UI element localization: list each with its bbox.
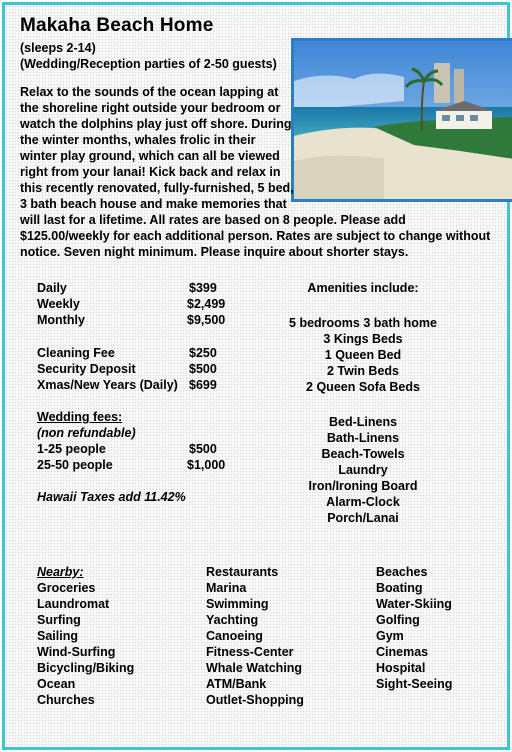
- rate-value: $399: [189, 281, 217, 295]
- description-line: 3 bath beach house and make memories that: [20, 197, 287, 211]
- nearby-item: Hospital: [376, 661, 426, 675]
- sleeps-note: (sleeps 2-14): [20, 41, 96, 55]
- amenity-item: Laundry: [338, 463, 388, 477]
- fee-value: $250: [189, 346, 217, 360]
- description-line: this recently renovated, fully-furnished, 5 bed,: [20, 181, 294, 195]
- wedding-note: (non refundable): [37, 426, 136, 440]
- nearby-item: Groceries: [37, 581, 96, 595]
- amenity-item: Iron/Ironing Board: [308, 479, 418, 493]
- amenity-item: Porch/Lanai: [327, 511, 399, 525]
- nearby-item: Ocean: [37, 677, 76, 691]
- wedding-value: $1,000: [187, 458, 226, 472]
- nearby-item: Bicycling/Biking: [37, 661, 135, 675]
- rate-label: Daily: [37, 281, 67, 295]
- nearby-item: Sight-Seeing: [376, 677, 453, 691]
- amenity-item: Beach-Towels: [321, 447, 405, 461]
- nearby-item: Canoeing: [206, 629, 263, 643]
- nearby-item: Wind-Surfing: [37, 645, 116, 659]
- amenity-item: 3 Kings Beds: [323, 332, 403, 346]
- rate-label: Weekly: [37, 297, 80, 311]
- nearby-item: Water-Skiing: [376, 597, 452, 611]
- rate-value: $9,500: [187, 313, 226, 327]
- rate-label: Monthly: [37, 313, 85, 327]
- description-line: the shoreline right outside your bedroom or: [20, 101, 281, 115]
- beach-scene-image: [294, 41, 512, 199]
- amenity-item: Bed-Linens: [328, 415, 398, 429]
- party-note: (Wedding/Reception parties of 2-50 guests): [20, 57, 277, 71]
- description-line: winter play ground, which can all be viewed: [20, 149, 280, 163]
- nearby-item: Sailing: [37, 629, 78, 643]
- rate-value: $2,499: [187, 297, 226, 311]
- description-line: notice. Seven night minimum. Please inquire about shorter stays.: [20, 245, 409, 259]
- wedding-value: $500: [189, 442, 217, 456]
- nearby-item: Beaches: [376, 565, 428, 579]
- description-line: $125.00/weekly for each additional person. Rates are subject to change without: [20, 229, 491, 243]
- nearby-item: Surfing: [37, 613, 81, 627]
- nearby-item: Whale Watching: [206, 661, 303, 675]
- amenity-item: Alarm-Clock: [326, 495, 400, 509]
- nearby-item: Churches: [37, 693, 95, 707]
- amenity-item: Bath-Linens: [326, 431, 400, 445]
- nearby-item: Yachting: [206, 613, 259, 627]
- description-line: the winter months, whales frolic in their: [20, 133, 256, 147]
- fee-label: Security Deposit: [37, 362, 136, 376]
- nearby-item: Golfing: [376, 613, 420, 627]
- wedding-label: 25-50 people: [37, 458, 113, 472]
- fee-label: Xmas/New Years (Daily): [37, 378, 178, 392]
- description-line: will last for a lifetime. All rates are based on 8 people. Please add: [20, 213, 406, 227]
- amenity-item: 2 Twin Beds: [326, 364, 399, 378]
- fee-label: Cleaning Fee: [37, 346, 115, 360]
- nearby-item: Fitness-Center: [206, 645, 294, 659]
- amenity-item: 2 Queen Sofa Beds: [306, 380, 420, 394]
- description-line: right from your lanai! Kick back and relax in: [20, 165, 281, 179]
- nearby-item: ATM/Bank: [206, 677, 267, 691]
- nearby-item: Outlet-Shopping: [206, 693, 304, 707]
- fee-value: $500: [189, 362, 217, 376]
- wedding-heading: Wedding fees:: [37, 410, 123, 424]
- nearby-item: Restaurants: [206, 565, 279, 579]
- listing-card: [2, 2, 510, 750]
- nearby-item: Laundromat: [37, 597, 110, 611]
- nearby-heading: Nearby:: [37, 565, 84, 579]
- amenities-heading: Amenities include:: [307, 281, 419, 295]
- amenity-item: 1 Queen Bed: [324, 348, 402, 362]
- nearby-item: Gym: [376, 629, 404, 643]
- page-title: Makaha Beach Home: [20, 15, 214, 36]
- taxes-note: Hawaii Taxes add 11.42%: [37, 490, 186, 504]
- nearby-item: Boating: [376, 581, 423, 595]
- nearby-item: Marina: [206, 581, 247, 595]
- description-line: watch the dolphins play just off shore. During: [20, 117, 292, 131]
- beach-house-photo: [291, 38, 512, 202]
- wedding-label: 1-25 people: [37, 442, 106, 456]
- fee-value: $699: [189, 378, 217, 392]
- description-line: Relax to the sounds of the ocean lapping at: [20, 85, 279, 99]
- nearby-item: Cinemas: [376, 645, 429, 659]
- amenity-item: 5 bedrooms 3 bath home: [289, 316, 437, 330]
- nearby-item: Swimming: [206, 597, 269, 611]
